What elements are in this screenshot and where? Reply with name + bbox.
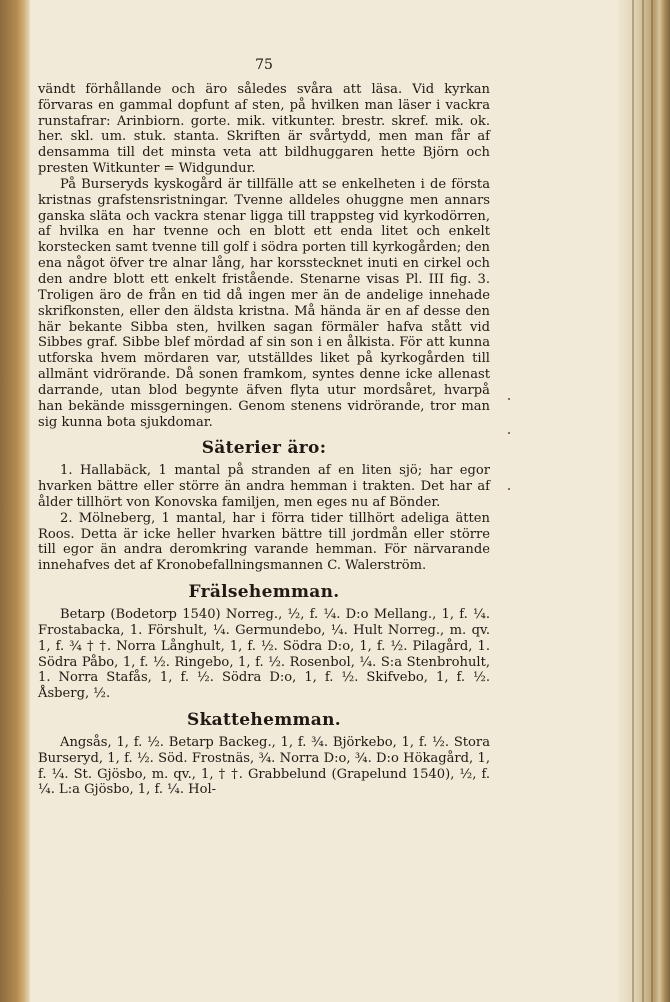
paragraph-font-inscription: vändt förhållande och äro således svåra att läsa. Vid kyrkan förvaras en gammal dopfunt af sten, på hvilken man läser i vackra runstafrar: Arinbiorn. gorte. mik. vitkunter. brestr. skref. mik. ok. her. skl. um. stuk. stanta. Skriften är svårtydd, men man får af densamma till det minsta veta att bildhuggaren hette Björn och presten Witkunter = Widgundur. <box>38 81 490 177</box>
heading-skattehemman: Skattehemman. <box>187 710 341 731</box>
page-edge-line <box>632 0 634 1002</box>
page-edge-line <box>642 0 644 1002</box>
page-edge-line <box>651 0 653 1002</box>
ink-speck <box>508 398 510 400</box>
ink-speck <box>508 432 510 434</box>
book-gutter-left <box>0 0 30 1002</box>
book-edge-right <box>618 0 670 1002</box>
ink-speck <box>508 488 510 490</box>
page-number: 75 <box>255 57 273 73</box>
list-skattehemman: Angsås, 1, f. ½. Betarp Backeg., 1, f. ¾. Björkebo, 1, f. ½. Stora Burseryd, 1, f. ½. Söd. Frostnäs, ¾. Norra D:o, ¾. D:o Hökagård, 1, f. ¼. St. Gjösbo, m. qv., 1, † †. Grabbelund (Grapelund 1540), ½, f. ¼. L:a Gjösbo, 1, f. ¼. Hol- <box>38 734 490 798</box>
paragraph-burseryd-graves: På Burseryds kyskogård är tillfälle att se enkelheten i de första kristnas grafstensristningar. Tvenne alldeles ohuggne men annars ganska släta och vackra stenar ligga till trappsteg vid kyrkodörren, af hvilka en har tvenne och en blott ett enda litet och enkelt korstecken samt tvenne till golf i södra porten till kyrkogården; den ena något öfver tre alnar lång, har korsstecknet inuti en cirkel och den andre blott ett enkelt fristående. Stenarne visas Pl. III fig. 3. Troligen äro de från en tid då ingen mer än de andelige innehade skrifkonsten, eller den äldsta kristna. Må hända är en af desse den här bekante Sibba sten, hvilken sagan förmäler hafva stått vid Sibbes graf. Sibbe blef mördad af sin son i en ålkista. För att kunna utforska hvem mördaren var, utställdes liket på kyrkogården till allmänt vidrörande. Då sonen framkom, syntes denne icke allenast darrande, utan blod begynte äfven flyta utur mordsåret, hvarpå han bekände missgerningen. Genom stenens vidrörande, tror man sig kunna bota sjukdomar. <box>38 176 490 430</box>
entry-hallaback: 1. Hallabäck, 1 mantal på stranden af en liten sjö; har egor hvarken bättre eller större än andra hemman i trakten. Det har af ålder tillhört von Konovska familjen, men eges nu af Bönder. <box>38 463 490 510</box>
entry-molneberg: 2. Mölneberg, 1 mantal, har i förra tider tillhört adeliga ätten Roos. Detta är icke heller hvarken bättre till jordmån eller större till egor än andra deromkring varande hemman. För närvarande innehafves det af Kronobefallningsmannen C. Walerström. <box>38 510 490 574</box>
book-page <box>38 58 490 798</box>
list-fralsehemman: Betarp (Bodetorp 1540) Norreg., ½, f. ¼. D:o Mellang., 1, f. ¼. Frostabacka, 1. Förshult, ¼. Germundebo, ¼. Hult Norreg., m. qv. 1, f. ¾ † †. Norra Långhult, 1, f. ½. Södra D:o, 1, f. ½. Pilagård, 1. Södra Påbo, 1, f. ½. Ringebo, 1, f. ½. Rosenbol, ¼. S:a Stenbrohult, 1. Norra Stafås, 1, f. ½. Södra D:o, 1, f. ½. Skifvebo, 1, f. ½. Åsberg, ½. <box>38 607 490 702</box>
heading-fralsehemman: Frälsehemman. <box>188 582 340 603</box>
heading-saterier: Säterier äro: <box>201 438 327 459</box>
